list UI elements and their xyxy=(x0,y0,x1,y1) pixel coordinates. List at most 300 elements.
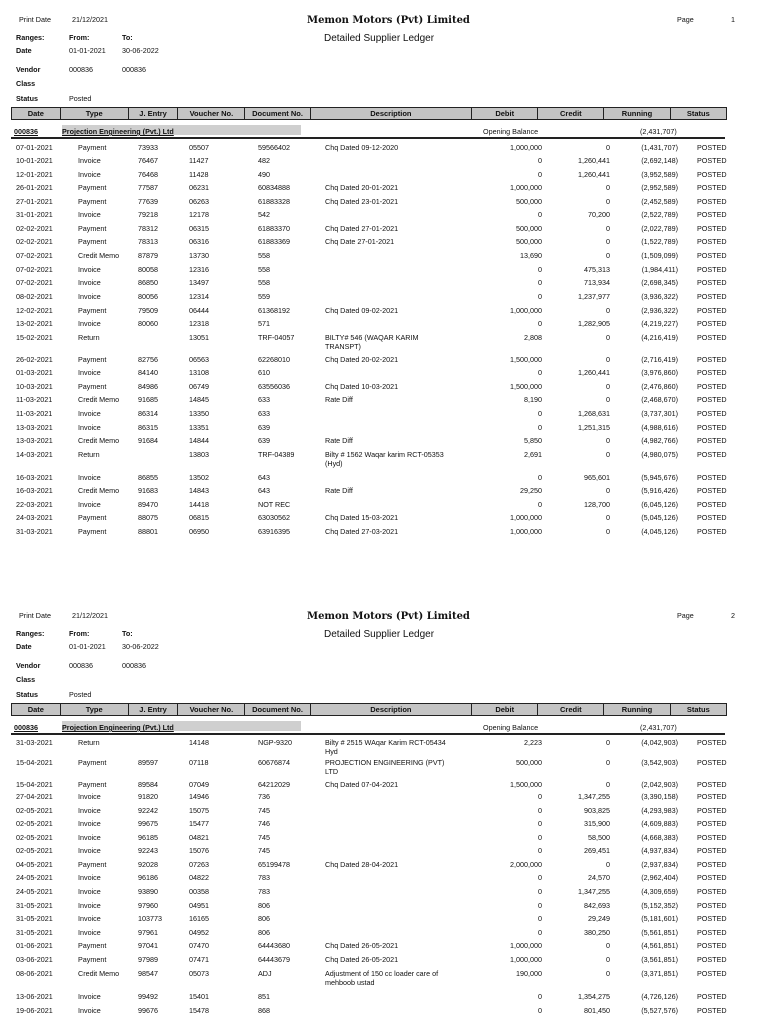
row-document-no: 783 xyxy=(258,887,270,896)
row-voucher-no: 04821 xyxy=(189,833,209,842)
row-running: (4,988,616) xyxy=(641,423,678,432)
row-status: POSTED xyxy=(697,738,727,747)
row-debit: 0 xyxy=(538,473,542,482)
ranges-label: Ranges: xyxy=(16,33,45,42)
row-credit: 0 xyxy=(606,738,610,747)
row-type: Invoice xyxy=(78,792,101,801)
row-voucher-no: 15401 xyxy=(189,992,209,1001)
row-status: POSTED xyxy=(697,170,727,179)
report-title: Detailed Supplier Ledger xyxy=(324,33,435,44)
row-credit: 0 xyxy=(606,969,610,978)
ledger-row xyxy=(0,955,768,968)
row-type: Credit Memo xyxy=(78,486,120,495)
row-credit: 1,354,275 xyxy=(578,992,610,1001)
row-debit: 2,000,000 xyxy=(510,860,542,869)
row-status: POSTED xyxy=(697,210,727,219)
row-date: 02-05-2021 xyxy=(16,806,53,815)
row-type: Invoice xyxy=(78,423,101,432)
row-document-no: 736 xyxy=(258,792,270,801)
row-journal-entry: 92242 xyxy=(138,806,158,815)
ledger-row xyxy=(0,928,768,941)
row-credit: 965,601 xyxy=(584,473,610,482)
row-status: POSTED xyxy=(697,197,727,206)
row-running: (4,668,383) xyxy=(641,833,678,842)
row-description: Chq Dated 27-03-2021 xyxy=(325,527,399,536)
col-voucher-no: Voucher No. xyxy=(178,108,245,119)
row-voucher-no: 13502 xyxy=(189,473,209,482)
row-voucher-no: 05507 xyxy=(189,143,209,152)
row-type: Invoice xyxy=(78,833,101,842)
row-journal-entry: 77639 xyxy=(138,197,158,206)
status-value: Posted xyxy=(69,690,92,699)
row-running: (5,045,126) xyxy=(641,513,678,522)
ledger-row xyxy=(0,527,768,540)
row-type: Credit Memo xyxy=(78,395,120,404)
row-running: (4,609,883) xyxy=(641,819,678,828)
date-to: 30-06-2022 xyxy=(122,642,159,651)
row-status: POSTED xyxy=(697,306,727,315)
row-type: Invoice xyxy=(78,292,101,301)
vendor-label: Vendor xyxy=(16,661,41,670)
row-debit: 13,690 xyxy=(520,251,542,260)
ledger-row xyxy=(0,513,768,526)
row-journal-entry: 79509 xyxy=(138,306,158,315)
row-running: (5,152,352) xyxy=(641,901,678,910)
header-rule xyxy=(11,137,725,139)
row-credit: 0 xyxy=(606,436,610,445)
row-voucher-no: 15478 xyxy=(189,1006,209,1015)
ledger-row xyxy=(0,992,768,1005)
row-credit: 1,237,977 xyxy=(578,292,610,301)
ledger-row xyxy=(0,914,768,927)
row-voucher-no: 07118 xyxy=(189,758,209,767)
row-date: 11-03-2021 xyxy=(16,409,53,418)
row-type: Payment xyxy=(78,197,107,206)
ledger-row xyxy=(0,251,768,264)
row-debit: 1,000,000 xyxy=(510,955,542,964)
row-running: (4,042,903) xyxy=(641,738,678,747)
page-number: 2 xyxy=(731,611,735,620)
ledger-row xyxy=(0,846,768,859)
opening-balance-value: (2,431,707) xyxy=(640,127,677,136)
row-running: (2,452,589) xyxy=(641,197,678,206)
row-document-no: 639 xyxy=(258,436,270,445)
row-status: POSTED xyxy=(697,873,727,882)
ledger-row xyxy=(0,210,768,223)
row-status: POSTED xyxy=(697,450,727,459)
opening-balance-value: (2,431,707) xyxy=(640,723,677,732)
row-document-no: 62268010 xyxy=(258,355,290,364)
row-status: POSTED xyxy=(697,333,727,342)
row-date: 27-04-2021 xyxy=(16,792,53,801)
row-voucher-no: 07471 xyxy=(189,955,209,964)
row-status: POSTED xyxy=(697,969,727,978)
row-description: Chq Dated 27-01-2021 xyxy=(325,224,399,233)
row-running: (3,936,322) xyxy=(641,292,678,301)
col-date: Date xyxy=(12,704,61,715)
ledger-row xyxy=(0,860,768,873)
row-date: 10-01-2021 xyxy=(16,156,53,165)
row-description: Bilty # 2515 WAqar Karim RCT-05434 Hyd xyxy=(325,738,446,756)
col-journal-entry: J. Entry xyxy=(129,704,179,715)
row-date: 13-03-2021 xyxy=(16,423,53,432)
row-credit: 1,260,441 xyxy=(578,368,610,377)
row-date: 02-02-2021 xyxy=(16,237,53,246)
row-date: 01-06-2021 xyxy=(16,941,53,950)
row-status: POSTED xyxy=(697,806,727,815)
to-label: To: xyxy=(122,629,133,638)
row-journal-entry: 97960 xyxy=(138,901,158,910)
row-voucher-no: 06950 xyxy=(189,527,209,536)
row-running: (1,984,411) xyxy=(641,265,678,274)
row-debit: 1,500,000 xyxy=(510,780,542,789)
row-debit: 0 xyxy=(538,887,542,896)
row-debit: 1,000,000 xyxy=(510,306,542,315)
row-running: (4,561,851) xyxy=(641,941,678,950)
row-type: Invoice xyxy=(78,992,101,1001)
row-type: Invoice xyxy=(78,806,101,815)
row-credit: 0 xyxy=(606,333,610,342)
opening-balance-label: Opening Balance xyxy=(483,127,539,136)
row-date: 26-01-2021 xyxy=(16,183,53,192)
row-document-no: NOT REC xyxy=(258,500,291,509)
row-document-no: 63916395 xyxy=(258,527,290,536)
table-header xyxy=(11,703,727,716)
ledger-row xyxy=(0,941,768,954)
col-voucher-no: Voucher No. xyxy=(178,704,245,715)
row-status: POSTED xyxy=(697,941,727,950)
row-status: POSTED xyxy=(697,409,727,418)
row-date: 24-05-2021 xyxy=(16,873,53,882)
row-journal-entry: 97989 xyxy=(138,955,158,964)
row-debit: 0 xyxy=(538,992,542,1001)
row-status: POSTED xyxy=(697,143,727,152)
col-credit: Credit xyxy=(538,704,604,715)
row-type: Invoice xyxy=(78,1006,101,1015)
row-date: 08-06-2021 xyxy=(16,969,53,978)
row-document-no: 745 xyxy=(258,833,270,842)
row-date: 02-02-2021 xyxy=(16,224,53,233)
row-credit: 0 xyxy=(606,143,610,152)
col-status: Status xyxy=(686,705,710,714)
row-status: POSTED xyxy=(697,780,727,789)
ledger-row xyxy=(0,368,768,381)
row-description: Chq Dated 07-04-2021 xyxy=(325,780,399,789)
row-status: POSTED xyxy=(697,395,727,404)
row-status: POSTED xyxy=(697,436,727,445)
row-status: POSTED xyxy=(697,473,727,482)
col-debit: Debit xyxy=(472,108,538,119)
row-voucher-no: 13803 xyxy=(189,450,209,459)
row-voucher-no: 13108 xyxy=(189,368,209,377)
row-credit: 0 xyxy=(606,955,610,964)
row-credit: 0 xyxy=(606,306,610,315)
row-description: Chq Dated 23-01-2021 xyxy=(325,197,399,206)
col-type: Type xyxy=(61,704,129,715)
row-voucher-no: 07470 xyxy=(189,941,209,950)
row-credit: 0 xyxy=(606,513,610,522)
row-credit: 0 xyxy=(606,355,610,364)
row-running: (4,726,126) xyxy=(641,992,678,1001)
row-running: (5,181,601) xyxy=(641,914,678,923)
row-credit: 0 xyxy=(606,382,610,391)
ledger-row xyxy=(0,156,768,169)
date-from: 01-01-2021 xyxy=(69,642,106,651)
row-voucher-no: 00358 xyxy=(189,887,209,896)
row-debit: 0 xyxy=(538,819,542,828)
ledger-row xyxy=(0,197,768,210)
row-debit: 0 xyxy=(538,806,542,815)
row-document-no: 490 xyxy=(258,170,270,179)
row-voucher-no: 14845 xyxy=(189,395,209,404)
ledger-row xyxy=(0,738,768,756)
row-journal-entry: 73933 xyxy=(138,143,158,152)
row-status: POSTED xyxy=(697,1006,727,1015)
print-date-label: Print Date xyxy=(19,15,51,24)
row-date: 15-04-2021 xyxy=(16,758,53,767)
row-credit: 128,700 xyxy=(584,500,610,509)
row-journal-entry: 80058 xyxy=(138,265,158,274)
row-voucher-no: 06263 xyxy=(189,197,209,206)
vendor-code: 000836 xyxy=(14,127,38,136)
row-journal-entry: 98547 xyxy=(138,969,158,978)
ranges-label: Ranges: xyxy=(16,629,45,638)
row-date: 14-03-2021 xyxy=(16,450,53,459)
row-voucher-no: 15075 xyxy=(189,806,209,815)
header-rule xyxy=(11,733,725,735)
row-voucher-no: 06316 xyxy=(189,237,209,246)
row-voucher-no: 06749 xyxy=(189,382,209,391)
row-debit: 0 xyxy=(538,156,542,165)
row-document-no: 61883328 xyxy=(258,197,290,206)
row-type: Invoice xyxy=(78,210,101,219)
ledger-row xyxy=(0,500,768,513)
row-voucher-no: 14843 xyxy=(189,486,209,495)
row-status: POSTED xyxy=(697,224,727,233)
row-running: (2,952,589) xyxy=(641,183,678,192)
page-number: 1 xyxy=(731,15,735,24)
row-credit: 713,934 xyxy=(584,278,610,287)
row-voucher-no: 14946 xyxy=(189,792,209,801)
row-date: 31-03-2021 xyxy=(16,738,53,747)
row-credit: 0 xyxy=(606,527,610,536)
row-voucher-no: 14148 xyxy=(189,738,209,747)
row-date: 27-01-2021 xyxy=(16,197,53,206)
row-debit: 29,250 xyxy=(520,486,542,495)
row-status: POSTED xyxy=(697,928,727,937)
from-label: From: xyxy=(69,629,90,638)
row-description: Chq Dated 20-01-2021 xyxy=(325,183,399,192)
row-date: 26-02-2021 xyxy=(16,355,53,364)
row-credit: 475,313 xyxy=(584,265,610,274)
from-label: From: xyxy=(69,33,90,42)
row-date: 08-02-2021 xyxy=(16,292,53,301)
to-label: To: xyxy=(122,33,133,42)
row-running: (2,468,670) xyxy=(641,395,678,404)
row-date: 19-06-2021 xyxy=(16,1006,53,1015)
row-running: (4,982,766) xyxy=(641,436,678,445)
ledger-row xyxy=(0,395,768,408)
row-type: Invoice xyxy=(78,368,101,377)
row-journal-entry: 92028 xyxy=(138,860,158,869)
row-document-no: 542 xyxy=(258,210,270,219)
row-document-no: 746 xyxy=(258,819,270,828)
date-from: 01-01-2021 xyxy=(69,46,106,55)
ledger-row xyxy=(0,450,768,468)
row-type: Invoice xyxy=(78,914,101,923)
row-voucher-no: 14418 xyxy=(189,500,209,509)
row-description: Rate Diff xyxy=(325,436,353,445)
print-date: 21/12/2021 xyxy=(72,611,108,620)
ledger-row xyxy=(0,887,768,900)
row-voucher-no: 13351 xyxy=(189,423,209,432)
row-document-no: 63556036 xyxy=(258,382,290,391)
row-status: POSTED xyxy=(697,513,727,522)
row-document-no: 63030562 xyxy=(258,513,290,522)
row-type: Invoice xyxy=(78,473,101,482)
row-type: Payment xyxy=(78,780,107,789)
row-document-no: 643 xyxy=(258,486,270,495)
row-debit: 0 xyxy=(538,210,542,219)
company-name: Memon Motors (Pvt) Limited xyxy=(307,15,470,26)
row-running: (2,022,789) xyxy=(641,224,678,233)
ledger-row xyxy=(0,486,768,499)
row-type: Payment xyxy=(78,382,107,391)
row-date: 31-05-2021 xyxy=(16,928,53,937)
row-document-no: TRF-04057 xyxy=(258,333,295,342)
row-credit: 0 xyxy=(606,486,610,495)
row-type: Invoice xyxy=(78,156,101,165)
row-running: (3,976,860) xyxy=(641,368,678,377)
row-running: (4,219,227) xyxy=(641,319,678,328)
row-document-no: 61883369 xyxy=(258,237,290,246)
row-type: Payment xyxy=(78,860,107,869)
row-document-no: 745 xyxy=(258,846,270,855)
row-credit: 1,347,255 xyxy=(578,792,610,801)
row-credit: 0 xyxy=(606,780,610,789)
row-date: 16-03-2021 xyxy=(16,473,53,482)
row-document-no: 806 xyxy=(258,914,270,923)
row-voucher-no: 06315 xyxy=(189,224,209,233)
row-running: (1,431,707) xyxy=(641,143,678,152)
row-type: Credit Memo xyxy=(78,436,120,445)
row-document-no: 65199478 xyxy=(258,860,290,869)
row-voucher-no: 04951 xyxy=(189,901,209,910)
ledger-row xyxy=(0,423,768,436)
row-status: POSTED xyxy=(697,833,727,842)
ledger-row xyxy=(0,1006,768,1019)
row-credit: 801,450 xyxy=(584,1006,610,1015)
row-running: (4,293,983) xyxy=(641,806,678,815)
row-document-no: 559 xyxy=(258,292,270,301)
row-description: BILTY# 546 (WAQAR KARIM TRANSPT) xyxy=(325,333,419,351)
row-voucher-no: 13497 xyxy=(189,278,209,287)
row-debit: 0 xyxy=(538,1006,542,1015)
row-date: 31-05-2021 xyxy=(16,914,53,923)
row-credit: 0 xyxy=(606,758,610,767)
row-description: Chq Dated 09-02-2021 xyxy=(325,306,399,315)
row-running: (2,937,834) xyxy=(641,860,678,869)
row-journal-entry: 92243 xyxy=(138,846,158,855)
row-type: Return xyxy=(78,333,100,342)
row-date: 07-01-2021 xyxy=(16,143,53,152)
row-status: POSTED xyxy=(697,319,727,328)
row-voucher-no: 07263 xyxy=(189,860,209,869)
row-journal-entry: 80060 xyxy=(138,319,158,328)
row-debit: 0 xyxy=(538,928,542,937)
row-date: 07-02-2021 xyxy=(16,251,53,260)
row-debit: 1,000,000 xyxy=(510,143,542,152)
status-value: Posted xyxy=(69,94,92,103)
row-debit: 1,000,000 xyxy=(510,183,542,192)
row-journal-entry: 89597 xyxy=(138,758,158,767)
row-status: POSTED xyxy=(697,278,727,287)
row-credit: 1,251,315 xyxy=(578,423,610,432)
col-debit: Debit xyxy=(472,704,538,715)
row-date: 13-06-2021 xyxy=(16,992,53,1001)
row-credit: 0 xyxy=(606,197,610,206)
row-voucher-no: 13350 xyxy=(189,409,209,418)
row-credit: 1,260,441 xyxy=(578,170,610,179)
ledger-row xyxy=(0,237,768,250)
row-date: 02-05-2021 xyxy=(16,846,53,855)
row-journal-entry: 84140 xyxy=(138,368,158,377)
row-date: 15-02-2021 xyxy=(16,333,53,342)
row-type: Payment xyxy=(78,527,107,536)
row-voucher-no: 05073 xyxy=(189,969,209,978)
opening-balance-label: Opening Balance xyxy=(483,723,539,732)
ledger-row xyxy=(0,306,768,319)
ledger-row xyxy=(0,901,768,914)
row-date: 22-03-2021 xyxy=(16,500,53,509)
ledger-row xyxy=(0,319,768,332)
ledger-row xyxy=(0,382,768,395)
row-status: POSTED xyxy=(697,758,727,767)
vendor-from: 000836 xyxy=(69,65,93,74)
vendor-code: 000836 xyxy=(14,723,38,732)
row-document-no: NGP-9320 xyxy=(258,738,292,747)
row-document-no: 745 xyxy=(258,806,270,815)
ledger-row xyxy=(0,170,768,183)
row-type: Invoice xyxy=(78,887,101,896)
row-date: 10-03-2021 xyxy=(16,382,53,391)
row-debit: 5,850 xyxy=(524,436,542,445)
row-status: POSTED xyxy=(697,423,727,432)
row-type: Invoice xyxy=(78,901,101,910)
row-journal-entry: 82756 xyxy=(138,355,158,364)
row-document-no: 806 xyxy=(258,928,270,937)
col-status: Status xyxy=(686,109,710,118)
row-credit: 24,570 xyxy=(588,873,610,882)
row-type: Payment xyxy=(78,224,107,233)
row-running: (5,916,426) xyxy=(641,486,678,495)
row-voucher-no: 04822 xyxy=(189,873,209,882)
row-description: PROJECTION ENGINEERING (PVT) LTD xyxy=(325,758,445,776)
row-status: POSTED xyxy=(697,992,727,1001)
row-status: POSTED xyxy=(697,846,727,855)
row-voucher-no: 12316 xyxy=(189,265,209,274)
row-document-no: 633 xyxy=(258,395,270,404)
row-voucher-no: 06815 xyxy=(189,513,209,522)
row-debit: 8,190 xyxy=(524,395,542,404)
row-date: 16-03-2021 xyxy=(16,486,53,495)
row-journal-entry: 91685 xyxy=(138,395,158,404)
row-debit: 2,223 xyxy=(524,738,542,747)
row-running: (3,952,589) xyxy=(641,170,678,179)
row-running: (3,561,851) xyxy=(641,955,678,964)
row-type: Invoice xyxy=(78,265,101,274)
row-journal-entry: 84986 xyxy=(138,382,158,391)
